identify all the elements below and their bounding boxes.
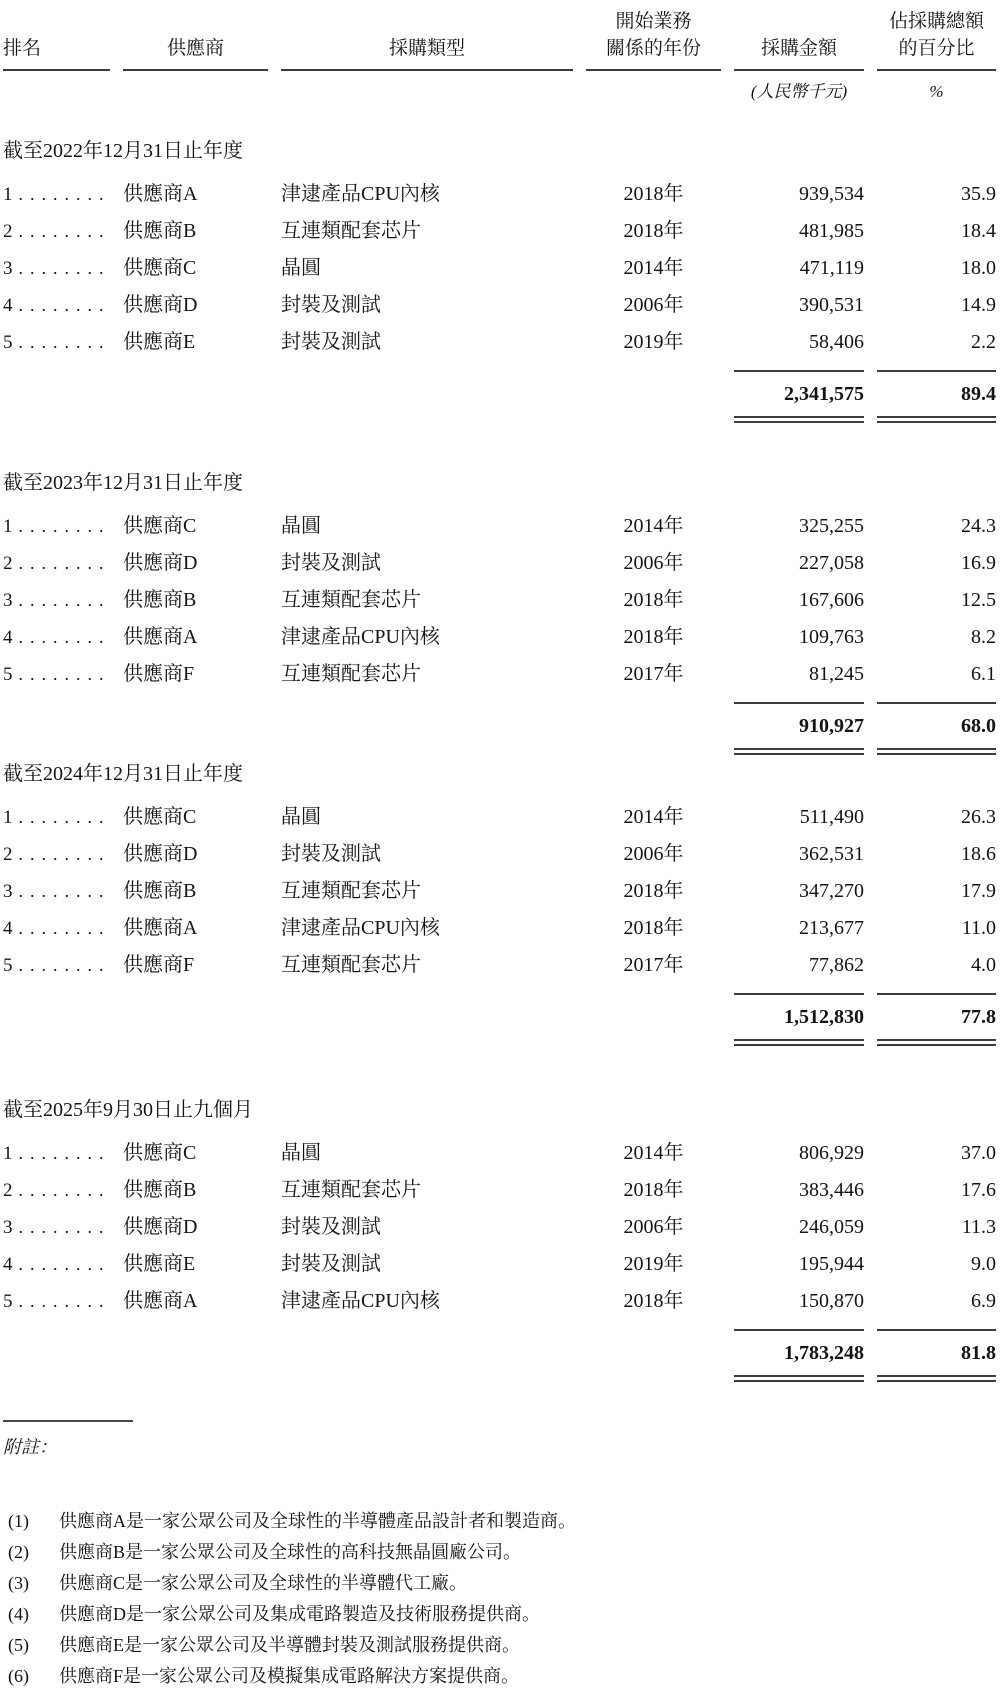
- pct-cell: 17.6: [961, 1179, 996, 1201]
- amount-cell: 58,406: [809, 331, 864, 353]
- rank-cell: [3, 250, 110, 287]
- total-double-rule: [3, 1039, 996, 1046]
- year-cell: 2014年: [623, 257, 684, 279]
- dot-leader: ........: [18, 1143, 111, 1163]
- supplier-cell: 供應商D: [123, 294, 198, 316]
- footnote-item: [3, 1506, 996, 1537]
- supplier-cell: 供應商B: [123, 880, 197, 902]
- dot-leader: ........: [18, 221, 111, 241]
- dot-leader: ........: [18, 258, 111, 278]
- section-title: 截至2024年12月31日止年度: [3, 763, 243, 785]
- rank-number: 3: [3, 881, 13, 902]
- pct-cell: 24.3: [961, 515, 996, 537]
- dot-leader: ........: [18, 918, 111, 938]
- pct-cell: 6.9: [971, 1290, 996, 1312]
- rank-cell: [3, 1246, 110, 1283]
- rank-number: 4: [3, 295, 13, 316]
- type-cell: 晶圓: [281, 515, 321, 537]
- dot-leader: ........: [18, 1217, 111, 1237]
- rank-cell: [3, 910, 110, 947]
- year-cell: 2014年: [623, 1142, 684, 1164]
- rank-number: 1: [3, 1143, 13, 1164]
- table-row: [3, 545, 996, 582]
- type-cell: 封裝及測試: [281, 331, 381, 353]
- table-row: [3, 873, 996, 910]
- year-cell: 2006年: [623, 843, 684, 865]
- type-cell: 互連類配套芯片: [281, 663, 421, 685]
- supplier-cell: 供應商C: [123, 515, 197, 537]
- supplier-cell: 供應商D: [123, 1216, 198, 1238]
- rank-number: 1: [3, 807, 13, 828]
- footnote-number: (2): [8, 1542, 29, 1562]
- amount-cell: 362,531: [799, 843, 864, 865]
- table-row: [3, 1283, 996, 1320]
- type-cell: 封裝及測試: [281, 843, 381, 865]
- rank-number: 5: [3, 1291, 13, 1312]
- pct-cell: 18.6: [961, 843, 996, 865]
- type-cell: 互連類配套芯片: [281, 880, 421, 902]
- pct-cell: 18.0: [961, 257, 996, 279]
- type-cell: 津逮產品CPU內核: [281, 917, 440, 939]
- footnote-number: (3): [8, 1573, 29, 1593]
- pct-cell: 17.9: [961, 880, 996, 902]
- section-rows: [3, 508, 996, 693]
- type-cell: 封裝及測試: [281, 552, 381, 574]
- total-pct: 89.4: [961, 383, 996, 405]
- footnote-number: (1): [8, 1511, 29, 1531]
- pct-cell: 18.4: [961, 220, 996, 242]
- section-fy2023: [3, 469, 996, 755]
- rank-cell: [3, 213, 110, 250]
- year-cell: 2018年: [623, 183, 684, 205]
- year-cell: 2017年: [623, 954, 684, 976]
- supplier-cell: 供應商F: [123, 954, 195, 976]
- amount-cell: 109,763: [799, 626, 864, 648]
- supplier-cell: 供應商A: [123, 917, 198, 939]
- section-title: 截至2023年12月31日止年度: [3, 472, 243, 494]
- section-rows: [3, 1135, 996, 1320]
- dot-leader: ........: [18, 955, 111, 975]
- rank-cell: [3, 1283, 110, 1320]
- table-row: [3, 582, 996, 619]
- rank-cell: [3, 799, 110, 836]
- total-row: [3, 704, 996, 748]
- year-cell: 2019年: [623, 1253, 684, 1275]
- type-cell: 封裝及測試: [281, 294, 381, 316]
- amount-cell: 939,534: [799, 183, 864, 205]
- pct-cell: 2.2: [971, 331, 996, 353]
- amount-cell: 150,870: [799, 1290, 864, 1312]
- type-cell: 互連類配套芯片: [281, 1179, 421, 1201]
- units-row: [3, 73, 996, 111]
- rank-number: 4: [3, 1254, 13, 1275]
- rank-cell: [3, 1209, 110, 1246]
- supplier-cell: 供應商E: [123, 1253, 196, 1275]
- dot-leader: ........: [18, 590, 111, 610]
- rank-cell: [3, 1172, 110, 1209]
- supplier-cell: 供應商B: [123, 220, 197, 242]
- type-cell: 晶圓: [281, 1142, 321, 1164]
- supplier-cell: 供應商D: [123, 552, 198, 574]
- supplier-cell: 供應商E: [123, 331, 196, 353]
- amount-cell: 806,929: [799, 1142, 864, 1164]
- footnote-item: [3, 1568, 996, 1599]
- footnote-item: [3, 1630, 996, 1661]
- footnotes: [3, 1506, 996, 1692]
- supplier-cell: 供應商A: [123, 626, 198, 648]
- table-row: [3, 1209, 996, 1246]
- total-amount: 1,512,830: [784, 1006, 864, 1028]
- rank-cell: [3, 656, 110, 693]
- rank-cell: [3, 582, 110, 619]
- table-row: [3, 947, 996, 984]
- footnote-item: [3, 1661, 996, 1692]
- dot-leader: ........: [18, 627, 111, 647]
- year-cell: 2006年: [623, 294, 684, 316]
- section-9m2025: [3, 1096, 996, 1382]
- year-cell: 2006年: [623, 552, 684, 574]
- type-cell: 互連類配套芯片: [281, 589, 421, 611]
- supplier-cell: 供應商B: [123, 589, 197, 611]
- supplier-cell: 供應商D: [123, 843, 198, 865]
- pct-cell: 6.1: [971, 663, 996, 685]
- section-title: 截至2025年9月30日止九個月: [3, 1099, 253, 1121]
- supplier-cell: 供應商A: [123, 1290, 198, 1312]
- type-cell: 津逮產品CPU內核: [281, 183, 440, 205]
- dot-leader: ........: [18, 332, 111, 352]
- rank-cell: [3, 619, 110, 656]
- table-row: [3, 619, 996, 656]
- dot-leader: ........: [18, 881, 111, 901]
- type-cell: 封裝及測試: [281, 1216, 381, 1238]
- rank-number: 3: [3, 258, 13, 279]
- table-row: [3, 250, 996, 287]
- table-row: [3, 324, 996, 361]
- year-cell: 2018年: [623, 1290, 684, 1312]
- col-rank-header: 排名: [3, 35, 110, 71]
- col-pct-header-line1: 佔採購總額: [888, 11, 984, 32]
- amount-cell: 195,944: [799, 1253, 864, 1275]
- table-row: [3, 1135, 996, 1172]
- section-fy2022: [3, 137, 996, 423]
- supplier-cell: 供應商F: [123, 663, 195, 685]
- rank-number: 4: [3, 918, 13, 939]
- footnote-text: 供應商B是一家公眾公司及全球性的高科技無晶圓廠公司。: [59, 1542, 522, 1562]
- table-row: [3, 508, 996, 545]
- total-double-rule: [3, 748, 996, 755]
- amount-cell: 511,490: [799, 806, 864, 828]
- pct-cell: 8.2: [971, 626, 996, 648]
- year-cell: 2018年: [623, 880, 684, 902]
- rank-number: 2: [3, 553, 13, 574]
- rank-number: 5: [3, 332, 13, 353]
- type-cell: 晶圓: [281, 806, 321, 828]
- table-row: [3, 836, 996, 873]
- total-pct: 77.8: [961, 1006, 996, 1028]
- dot-leader: ........: [18, 844, 111, 864]
- dot-leader: ........: [18, 516, 111, 536]
- supplier-cell: 供應商A: [123, 183, 198, 205]
- type-cell: 封裝及測試: [281, 1253, 381, 1275]
- year-cell: 2014年: [623, 806, 684, 828]
- rank-number: 2: [3, 1180, 13, 1201]
- dot-leader: ........: [18, 807, 111, 827]
- amount-cell: 77,862: [809, 954, 864, 976]
- total-double-rule: [3, 1375, 996, 1382]
- table-row: [3, 213, 996, 250]
- footnote-number: (6): [8, 1666, 29, 1686]
- section-rows: [3, 176, 996, 361]
- rank-cell: [3, 545, 110, 582]
- year-cell: 2014年: [623, 515, 684, 537]
- supplier-cell: 供應商C: [123, 806, 197, 828]
- table-row: [3, 910, 996, 947]
- total-row: [3, 372, 996, 416]
- amount-unit-label: (人民幣千元): [750, 82, 848, 101]
- footnote-item: [3, 1537, 996, 1568]
- type-cell: 晶圓: [281, 257, 321, 279]
- rank-cell: [3, 836, 110, 873]
- type-cell: 津逮產品CPU內核: [281, 1290, 440, 1312]
- pct-cell: 11.3: [961, 1216, 996, 1238]
- col-type-header: 採購類型: [281, 35, 573, 71]
- supplier-cell: 供應商C: [123, 257, 197, 279]
- col-year-header-line2: 關係的年份: [605, 38, 701, 59]
- table-header: [3, 8, 996, 71]
- dot-leader: ........: [18, 1254, 111, 1274]
- col-pct-header-line2: 的百分比: [898, 38, 975, 59]
- total-amount: 2,341,575: [784, 383, 864, 405]
- rank-number: 2: [3, 221, 13, 242]
- type-cell: 津逮產品CPU內核: [281, 626, 440, 648]
- pct-unit-label: %: [929, 82, 944, 101]
- pct-cell: 9.0: [971, 1253, 996, 1275]
- rank-number: 3: [3, 590, 13, 611]
- amount-cell: 390,531: [799, 294, 864, 316]
- footnote-number: (4): [8, 1604, 29, 1624]
- amount-cell: 246,059: [799, 1216, 864, 1238]
- pct-cell: 26.3: [961, 806, 996, 828]
- total-pct: 68.0: [961, 715, 996, 737]
- amount-cell: 227,058: [799, 552, 864, 574]
- footnote-number: (5): [8, 1635, 29, 1655]
- pct-cell: 16.9: [961, 552, 996, 574]
- footnote-text: 供應商D是一家公眾公司及集成電路製造及技術服務提供商。: [59, 1604, 540, 1624]
- rank-cell: [3, 1135, 110, 1172]
- dot-leader: ........: [18, 553, 111, 573]
- amount-cell: 471,119: [799, 257, 864, 279]
- footnote-text: 供應商A是一家公眾公司及全球性的半導體產品設計者和製造商。: [59, 1511, 576, 1531]
- year-cell: 2018年: [623, 626, 684, 648]
- footnote-item: [3, 1599, 996, 1630]
- rank-cell: [3, 176, 110, 213]
- year-cell: 2018年: [623, 1179, 684, 1201]
- table-row: [3, 1246, 996, 1283]
- pct-cell: 12.5: [961, 589, 996, 611]
- footnote-text: 供應商E是一家公眾公司及半導體封裝及測試服務提供商。: [59, 1635, 520, 1655]
- rank-number: 3: [3, 1217, 13, 1238]
- table-row: [3, 656, 996, 693]
- amount-cell: 167,606: [799, 589, 864, 611]
- year-cell: 2017年: [623, 663, 684, 685]
- total-pct: 81.8: [961, 1342, 996, 1364]
- rank-cell: [3, 508, 110, 545]
- total-row: [3, 1331, 996, 1375]
- rank-number: 2: [3, 844, 13, 865]
- rank-cell: [3, 947, 110, 984]
- footnote-divider: [3, 1420, 133, 1422]
- total-amount: 1,783,248: [784, 1342, 864, 1364]
- amount-cell: 325,255: [799, 515, 864, 537]
- type-cell: 互連類配套芯片: [281, 220, 421, 242]
- rank-number: 5: [3, 664, 13, 685]
- section-rows: [3, 799, 996, 984]
- supplier-cell: 供應商C: [123, 1142, 197, 1164]
- col-pct-header: [877, 8, 996, 71]
- rank-cell: [3, 287, 110, 324]
- rank-cell: [3, 324, 110, 361]
- pct-cell: 35.9: [961, 183, 996, 205]
- rank-number: 1: [3, 516, 13, 537]
- rank-number: 5: [3, 955, 13, 976]
- footnote-text: 供應商C是一家公眾公司及全球性的半導體代工廠。: [59, 1573, 468, 1593]
- notes-label: 附註：: [3, 1437, 57, 1457]
- type-cell: 互連類配套芯片: [281, 954, 421, 976]
- table-row: [3, 287, 996, 324]
- total-amount: 910,927: [799, 715, 864, 737]
- year-cell: 2018年: [623, 589, 684, 611]
- year-cell: 2019年: [623, 331, 684, 353]
- dot-leader: ........: [18, 664, 111, 684]
- supplier-cell: 供應商B: [123, 1179, 197, 1201]
- rank-number: 4: [3, 627, 13, 648]
- amount-cell: 213,677: [799, 917, 864, 939]
- col-amount-header: 採購金額: [734, 35, 864, 71]
- table-row: [3, 176, 996, 213]
- amount-cell: 347,270: [799, 880, 864, 902]
- dot-leader: ........: [18, 184, 111, 204]
- section-fy2024: [3, 760, 996, 1046]
- table-row: [3, 799, 996, 836]
- dot-leader: ........: [18, 1291, 111, 1311]
- table-row: [3, 1172, 996, 1209]
- total-row: [3, 995, 996, 1039]
- dot-leader: ........: [18, 295, 111, 315]
- col-supplier-header: 供應商: [123, 35, 268, 71]
- total-double-rule: [3, 416, 996, 423]
- year-cell: 2006年: [623, 1216, 684, 1238]
- year-cell: 2018年: [623, 917, 684, 939]
- dot-leader: ........: [18, 1180, 111, 1200]
- section-title: 截至2022年12月31日止年度: [3, 140, 243, 162]
- year-cell: 2018年: [623, 220, 684, 242]
- rank-cell: [3, 873, 110, 910]
- amount-cell: 383,446: [799, 1179, 864, 1201]
- pct-cell: 11.0: [961, 917, 996, 939]
- rank-number: 1: [3, 184, 13, 205]
- amount-cell: 481,985: [799, 220, 864, 242]
- footnote-text: 供應商F是一家公眾公司及模擬集成電路解決方案提供商。: [59, 1666, 520, 1686]
- pct-cell: 37.0: [961, 1142, 996, 1164]
- pct-cell: 14.9: [961, 294, 996, 316]
- amount-cell: 81,245: [809, 663, 864, 685]
- col-year-header-line1: 開始業務: [615, 11, 692, 32]
- col-year-header: [586, 8, 721, 71]
- pct-cell: 4.0: [971, 954, 996, 976]
